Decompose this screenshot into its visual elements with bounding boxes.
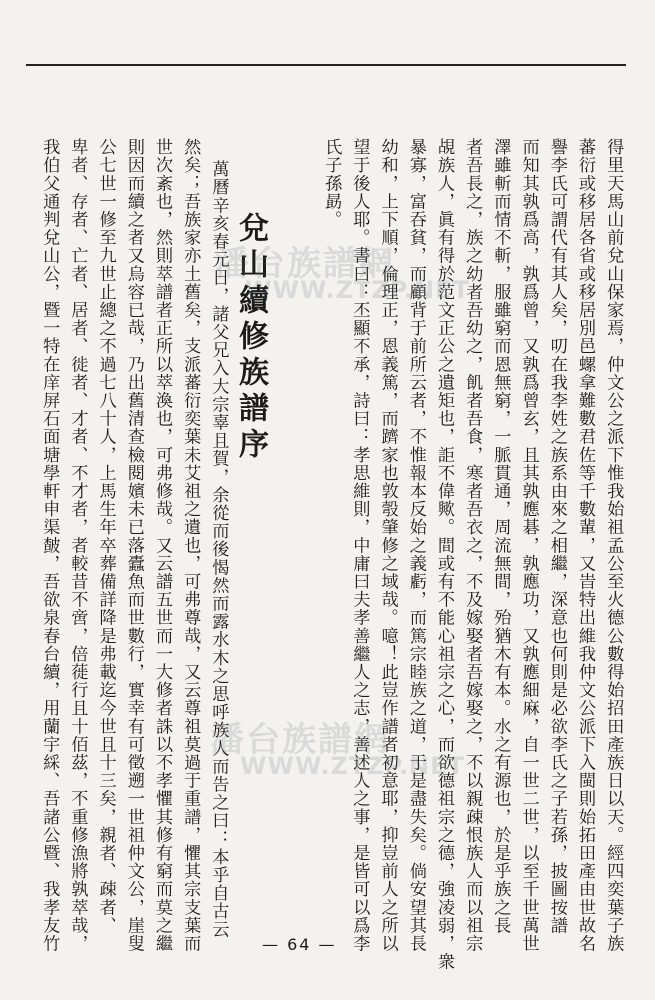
text-column: 暴寡，富吞貧，而顧背于前所云者，不惟報本反始之義虧，而篤宗睦族之道，于是盡失矣。倘安望其長 <box>405 138 426 953</box>
text-column: 萬曆辛亥春元日，諸父兄入大宗辜且賀，余從而後愒然而露水木之思呼族人而告之曰：本乎自古云 <box>208 160 229 939</box>
text-column: 蕃衍或移居各省或移居別邑螺拿難數君佐等千數輩，又旹特出維我仲文公派下入閩則始拓田產由世故名 <box>575 138 595 953</box>
text-column: 覘族人，眞有得於范文正公之遺矩也，詎不偉歟。間或有不能心祖宗之心，而欲德祖宗之德，強凌弱，衆 <box>434 138 454 971</box>
text-column: 然矣；吾族家亦土舊矣，支派蕃衍奕葉未艾祖之遺也，可弗尊哉，又云尊祖莫過于重譜，懼其宗支葉而 <box>180 138 201 953</box>
watermark-logo: 潘台族譜網 <box>215 244 395 284</box>
text-column: 世次紊也，然則萃譜者正所以萃渙也，可弗修哉。又云譜五世而一大修者誅以不孝懼其修有窮而莫之繼 <box>152 138 172 953</box>
text-column: 望于後人耶。書曰：丕顯不承，詩曰：孝思維則，中庸曰夫孝善繼人之志，善述人之事，是皆可以爲李 <box>349 138 370 953</box>
text-column: 譽李氏可謂代有其人矣，叨在我李姓之族系由來之相繼，深意也何則是必欲李氏之子若孫，披圖按譜 <box>546 138 567 935</box>
section-title: 兌山續修族譜序 <box>233 212 268 464</box>
text-column: 澤雖斬而情不斬，服雖窮而恩無窮，一脈貫通，周流無間，殆猶木有本。水之有源也，於是乎族之長 <box>490 138 511 935</box>
page-number: — 64 — <box>262 935 337 954</box>
text-column: 則因而續之者又烏容已哉，乃出舊清查檢閱嬪未已落蠹魚而世數行，實幸有可徵遡一世祖仲文公，崖叟 <box>123 138 144 953</box>
text-column: 氏子孫勗。 <box>321 138 342 229</box>
text-column: 我伯父通判兌山公，暨一特在庠屏石面塘學軒申渠皶，吾欲泉春台續，用蘭宇綵、吾諸公暨、我孝友竹 <box>39 138 60 953</box>
watermark-logo: 潘台族譜網 <box>210 720 390 760</box>
header-rule <box>26 64 626 66</box>
text-column: 幼和，上下順，倫理正，恩義篤，而躋家也敦彀肇修之域哉。噫！此豈作譜者初意耶，抑豈前人之所以 <box>377 138 398 953</box>
watermark-url: WWW.ZTZP.NET <box>245 276 470 304</box>
watermark-url: WWW.ZTZP.NET <box>240 752 465 780</box>
text-column: 卑者、存者、亡者、居者、徙者、才者、不才者，者較昔不啻，倍蓰行且十佰茲，不重修漁將孰萃哉， <box>67 138 88 953</box>
text-column: 者吾長之，族之幼者吾幼之，飢者吾食，寒者吾衣之，不及嫁娶者吾嫁娶之，不以親疎恨族人而以祖宗 <box>462 138 483 953</box>
text-column: 得里天馬山前兌山保家焉，仲文公之派下惟我始祖孟公至火德公數得始招田產族日以天。經四奕葉子族 <box>603 138 624 953</box>
text-column: 公七世一修至九世止總之不過七八十人，上馬生年卒葬備詳降是弗載迄今世且十三矣，親者、疎者、 <box>95 138 116 935</box>
text-column: 而知其孰爲高，孰爲曾，又孰爲曾玄，且其孰應碁，孰應功，又孰應細麻，自一世二世，以至千世萬世 <box>518 138 539 953</box>
